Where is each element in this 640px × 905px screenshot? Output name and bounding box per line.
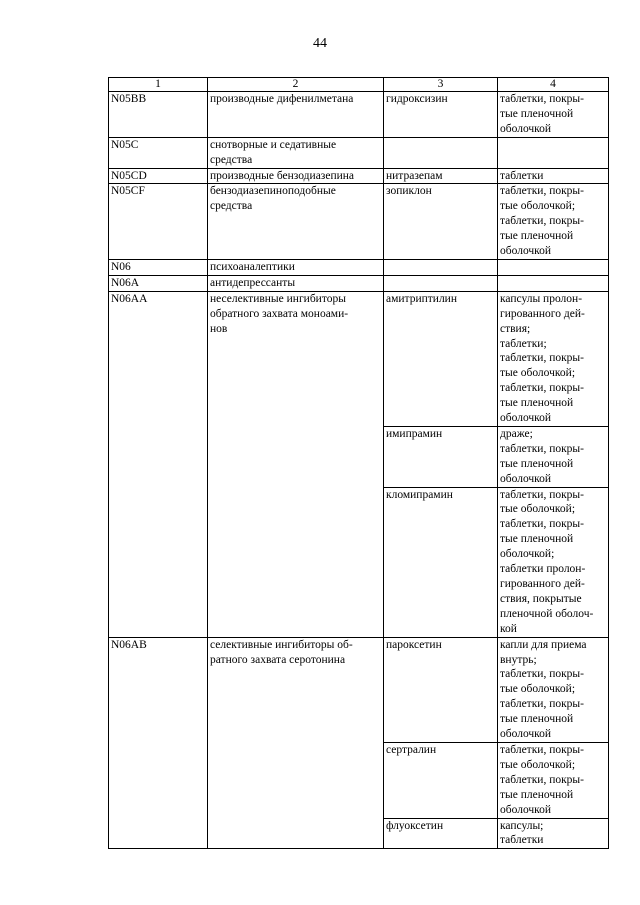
table-row [109, 92, 609, 138]
header-col-4: 4 [498, 78, 609, 92]
header-row [109, 78, 609, 92]
drug-name: кломипрамин [384, 487, 498, 637]
atc-code: N05C [109, 137, 208, 168]
dosage-form: таблетки, покры- тые оболочкой; таблетки, покры- тые пленочной оболочкой; таблетки пролон- гированного дей- ствия, покрытые пленочной оболоч- кой [498, 487, 609, 637]
dosage-form: таблетки, покры- тые пленочной оболочкой [498, 92, 609, 138]
drug-name: гидроксизин [384, 92, 498, 138]
dosage-form: капсулы пролон- гированного дей- ствия; таблетки; таблетки, покры- тые оболочкой; таблетки, покры- тые пленочной оболочкой [498, 291, 609, 426]
dosage-form: таблетки, покры- тые оболочкой; таблетки, покры- тые пленочной оболочкой [498, 742, 609, 818]
drug-name: флуоксетин [384, 818, 498, 849]
group-name: селективные ингибиторы об- ратного захвата серотонина [208, 637, 384, 849]
drug-name: пароксетин [384, 637, 498, 742]
atc-code: N05CF [109, 184, 208, 260]
dosage-form: драже; таблетки, покры- тые пленочной оболочкой [498, 426, 609, 487]
atc-code: N06A [109, 275, 208, 291]
dosage-form: таблетки [498, 168, 609, 184]
drug-classification-table [108, 77, 609, 849]
header-col-2: 2 [208, 78, 384, 92]
drug-name: сертралин [384, 742, 498, 818]
dosage-form [498, 275, 609, 291]
table-row [109, 137, 609, 168]
drug-name: нитразепам [384, 168, 498, 184]
group-name: антидепрессанты [208, 275, 384, 291]
dosage-form [498, 137, 609, 168]
drug-name [384, 259, 498, 275]
group-name: производные бензодиазепина [208, 168, 384, 184]
group-name: психоаналептики [208, 259, 384, 275]
group-name: производные дифенилметана [208, 92, 384, 138]
table-row [109, 275, 609, 291]
atc-code: N05CD [109, 168, 208, 184]
dosage-form [498, 259, 609, 275]
dosage-form: капли для приема внутрь; таблетки, покры- тые оболочкой; таблетки, покры- тые пленочной оболочкой [498, 637, 609, 742]
atc-code: N06AB [109, 637, 208, 849]
header-col-1: 1 [109, 78, 208, 92]
drug-name [384, 137, 498, 168]
group-name: неселективные ингибиторы обратного захвата моноами- нов [208, 291, 384, 637]
atc-code: N05BB [109, 92, 208, 138]
page-number: 44 [313, 36, 327, 51]
table-row [109, 259, 609, 275]
table-row [109, 637, 609, 742]
atc-code: N06 [109, 259, 208, 275]
header-col-3: 3 [384, 78, 498, 92]
drug-name: имипрамин [384, 426, 498, 487]
group-name: бензодиазепиноподобные средства [208, 184, 384, 260]
drug-name: зопиклон [384, 184, 498, 260]
table-row [109, 291, 609, 426]
table-row [109, 184, 609, 260]
drug-name [384, 275, 498, 291]
drug-name: амитриптилин [384, 291, 498, 426]
group-name: снотворные и седативные средства [208, 137, 384, 168]
dosage-form: таблетки, покры- тые оболочкой; таблетки, покры- тые пленочной оболочкой [498, 184, 609, 260]
table-row [109, 168, 609, 184]
dosage-form: капсулы; таблетки [498, 818, 609, 849]
atc-code: N06AA [109, 291, 208, 637]
